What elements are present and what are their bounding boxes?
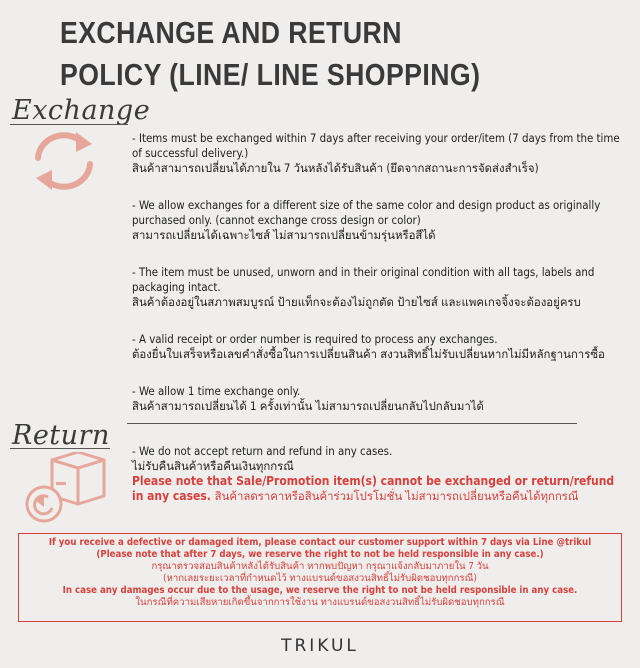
exchange-heading-underline	[10, 124, 128, 125]
notice-line: (หากเลยระยะเวลาที่กำหนดไว้ ทางแบรนด์ขอสงวนสิทธิ์ไม่รับผิดชอบทุกกรณี)	[163, 573, 477, 584]
exchange-item-en: - Items must be exchanged within 7 days after receiving your order/item (7 days from the time of successful delivery.)	[132, 131, 620, 160]
notice-line: (Please note that after 7 days, we reserve the right to not be held responsible in any case.)	[96, 549, 544, 560]
exchange-item-en: - We allow exchanges for a different size of the same color and design product as originally purchased only. (cannot exchange cross design or color)	[132, 198, 601, 227]
page-title-line2: POLICY (LINE/ LINE SHOPPING)	[60, 57, 481, 92]
return-list	[132, 444, 627, 504]
exchange-item-th: ต้องยื่นใบเสร็จหรือเลขคำสั่งซื้อในการเปลี่ยนสินค้า สงวนสิทธิ์ไม่รับเปลี่ยนหากไม่มีหลักฐานการซื้อ	[132, 347, 605, 361]
exchange-item	[132, 131, 627, 176]
sale-note	[132, 474, 627, 504]
return-item-th: ไม่รับคืนสินค้าหรือคืนเงินทุกกรณี	[132, 459, 294, 473]
exchange-item-th: สินค้าต้องอยู่ในสภาพสมบูรณ์ ป้ายแท็กจะต้องไม่ถูกตัด ป้ายไซส์ และแพคเกจจิ้งจะต้องอยู่ครบ	[132, 295, 581, 309]
exchange-item	[132, 265, 627, 310]
exchange-item-en: - The item must be unused, unworn and in their original condition with all tags, labels and packaging intact.	[132, 265, 595, 294]
return-item-en: - We do not accept return and refund in any cases.	[132, 444, 393, 458]
notice-line: กรุณาตรวจสอบสินค้าหลังได้รับสินค้า หากพบปัญหา กรุณาแจ้งกลับมาภายใน 7 วัน	[151, 561, 489, 572]
notice-line: In case any damages occur due to the usage, we reserve the right to not be held responsible in any case.	[62, 585, 578, 596]
return-heading-underline	[10, 448, 110, 449]
exchange-item-th: สามารถเปลี่ยนได้เฉพาะไซส์ ไม่สามารถเปลี่ยนข้ามรุ่นหรือสีได้	[132, 228, 436, 242]
brand-logo: TRIKUL	[281, 636, 359, 656]
exchange-list	[132, 131, 627, 436]
sale-note-th: สินค้าลดราคาหรือสินค้าร่วมโปรโมชั่น ไม่สามารถเปลี่ยนหรือคืนได้ทุกกรณี	[214, 489, 579, 503]
exchange-item	[132, 332, 627, 362]
return-heading: Return	[12, 420, 110, 451]
defect-notice-box	[18, 533, 622, 622]
exchange-item-en: - A valid receipt or order number is required to process any exchanges.	[132, 332, 498, 346]
exchange-item-th: สินค้าสามารถเปลี่ยนได้ 1 ครั้งเท่านั้น ไม่สามารถเปลี่ยนกลับไปกลับมาได้	[132, 399, 484, 413]
notice-line: If you receive a defective or damaged item, please contact our customer support within 7 days via Line @trikul	[48, 537, 592, 548]
exchange-item-en: - We allow 1 time exchange only.	[132, 384, 301, 398]
page-title-line1: EXCHANGE AND RETURN	[60, 15, 402, 50]
notice-line: ในกรณีที่ความเสียหายเกิดขึ้นจากการใช้งาน ทางแบรนด์ขอสงวนสิทธิ์ไม่รับผิดชอบทุกกรณี	[135, 597, 505, 608]
box-return-icon	[22, 452, 114, 526]
exchange-heading: Exchange	[12, 95, 151, 126]
refresh-arrows-icon	[24, 128, 104, 194]
sale-note-en: Please note that Sale/Promotion item(s) cannot be exchanged or return/refund in any cases.	[132, 474, 615, 503]
exchange-item-th: สินค้าสามารถเปลี่ยนได้ภายใน 7 วันหลังได้รับสินค้า (ยึดจากสถานะการจัดส่งสำเร็จ)	[132, 161, 539, 175]
exchange-item	[132, 384, 627, 414]
page-title	[60, 12, 524, 96]
exchange-item	[132, 198, 627, 243]
section-divider	[127, 423, 577, 424]
